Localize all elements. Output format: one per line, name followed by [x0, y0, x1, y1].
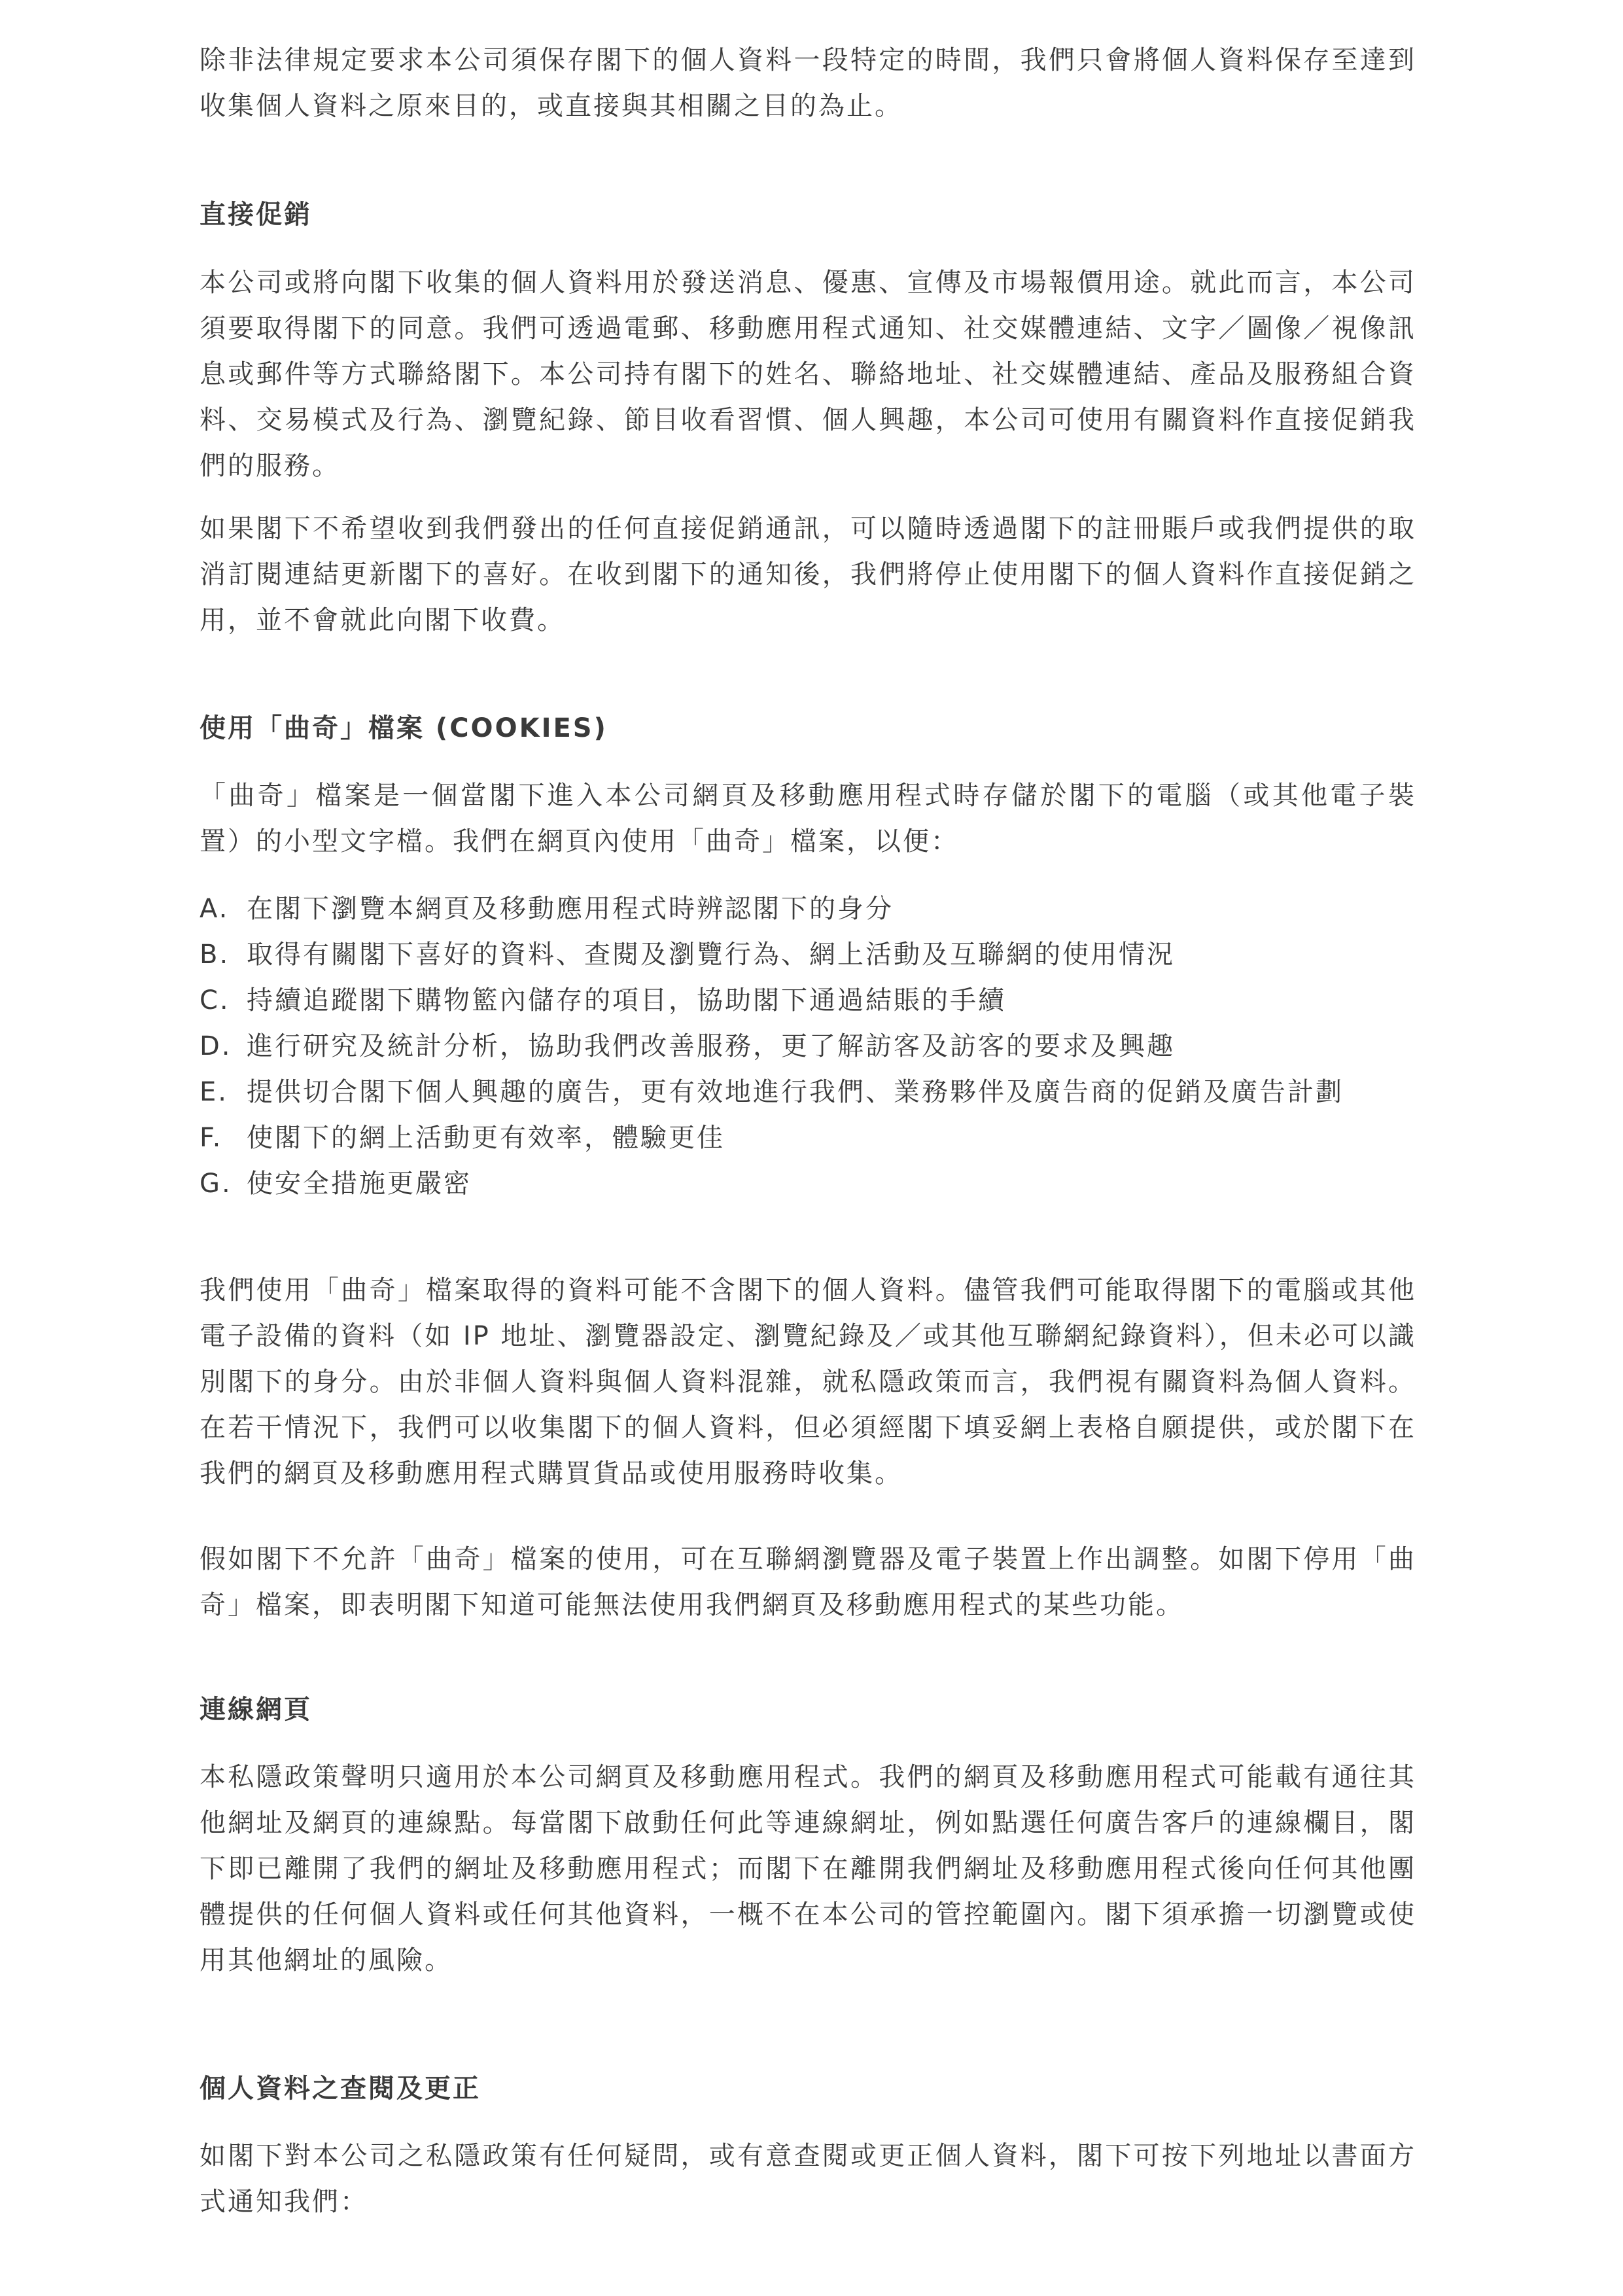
list-item [200, 1161, 1416, 1207]
retention-paragraph: 除非法律規定要求本公司須保存閣下的個人資料一段特定的時間，我們只會將個人資料保存至達到收集個人資料之原來目的，或直接與其相關之目的為止。 [200, 45, 1416, 121]
list-marker: E. [200, 1077, 228, 1107]
list-marker: B. [200, 940, 230, 970]
list-marker: F. [200, 1123, 223, 1153]
list-marker: A. [200, 894, 230, 924]
direct-marketing-paragraph-2: 如果閣下不希望收到我們發出的任何直接促銷通訊，可以隨時透過閣下的註冊賬戶或我們提供的取消訂閱連結更新閣下的喜好。在收到閣下的通知後，我們將停止使用閣下的個人資料作直接促銷之用，並不會就此向閣下收費。 [200, 514, 1416, 635]
cookies-paragraph-2: 我們使用「曲奇」檔案取得的資料可能不含閣下的個人資料。儘管我們可能取得閣下的電腦或其他電子設備的資料（如 IP 地址、瀏覽器設定、瀏覽紀錄及／或其他互聯網紀錄資料），但未必可以識別閣下的身分。由於非個人資料與個人資料混雜，就私隱政策而言，我們視有關資料為個人資料。在若干情況下，我們可以收集閣下的個人資料，但必須經閣下填妥網上表格自願提供，或於閣下在我們的網頁及移動應用程式購買貨品或使用服務時收集。 [200, 1275, 1416, 1489]
list-item-text: 使閣下的網上活動更有效率，體驗更佳 [247, 1123, 725, 1153]
list-item [200, 886, 1416, 932]
list-marker: G. [200, 1169, 232, 1199]
direct-marketing-paragraph-1: 本公司或將向閣下收集的個人資料用於發送消息、優惠、宣傳及市場報價用途。就此而言，本公司須要取得閣下的同意。我們可透過電郵、移動應用程式通知、社交媒體連結、文字／圖像／視像訊息或郵件等方式聯絡閣下。本公司持有閣下的姓名、聯絡地址、社交媒體連結、產品及服務組合資料、交易模式及行為、瀏覽紀錄、節目收看習慣、個人興趣，本公司可使用有關資料作直接促銷我們的服務。 [200, 268, 1416, 481]
direct-marketing-heading: 直接促銷 [200, 200, 312, 230]
list-item [200, 932, 1416, 978]
cookies-paragraph-1: 「曲奇」檔案是一個當閣下進入本公司網頁及移動應用程式時存儲於閣下的電腦（或其他電子裝置）的小型文字檔。我們在網頁內使用「曲奇」檔案，以便： [200, 781, 1416, 857]
cookies-paragraph-3: 假如閣下不允許「曲奇」檔案的使用，可在互聯網瀏覽器及電子裝置上作出調整。如閣下停用「曲奇」檔案，即表明閣下知道可能無法使用我們網頁及移動應用程式的某些功能。 [200, 1544, 1416, 1620]
list-item-text: 持續追蹤閣下購物籃內儲存的項目，協助閣下通過結賬的手續 [247, 985, 1006, 1016]
cookies-purpose-list [200, 886, 1416, 1207]
list-item [200, 1115, 1416, 1161]
list-item [200, 1023, 1416, 1069]
links-heading: 連線網頁 [200, 1695, 312, 1725]
list-item-text: 提供切合閣下個人興趣的廣告，更有效地進行我們、業務夥伴及廣告商的促銷及廣告計劃 [247, 1077, 1344, 1107]
list-item-text: 在閣下瀏覽本網頁及移動應用程式時辨認閣下的身分 [247, 894, 894, 924]
list-item-text: 取得有關閣下喜好的資料、查閱及瀏覽行為、網上活動及互聯網的使用情況 [247, 940, 1175, 970]
access-paragraph: 如閣下對本公司之私隱政策有任何疑問，或有意查閱或更正個人資料，閣下可按下列地址以書面方式通知我們： [200, 2141, 1416, 2217]
links-paragraph: 本私隱政策聲明只適用於本公司網頁及移動應用程式。我們的網頁及移動應用程式可能載有通往其他網址及網頁的連線點。每當閣下啟動任何此等連線網址，例如點選任何廣告客戶的連線欄目，閣下即已離開了我們的網址及移動應用程式；而閣下在離開我們網址及移動應用程式後向任何其他團體提供的任何個人資料或任何其他資料，一概不在本公司的管控範圍內。閣下須承擔一切瀏覽或使用其他網址的風險。 [200, 1762, 1416, 1975]
list-item-text: 進行研究及統計分析，協助我們改善服務，更了解訪客及訪客的要求及興趣 [247, 1031, 1175, 1061]
cookies-heading: 使用「曲奇」檔案 (COOKIES) [200, 713, 608, 743]
list-item-text: 使安全措施更嚴密 [247, 1169, 472, 1199]
access-heading: 個人資料之查閱及更正 [200, 2074, 481, 2104]
list-item [200, 978, 1416, 1023]
list-marker: D. [200, 1031, 232, 1061]
list-marker: C. [200, 985, 230, 1016]
list-item [200, 1069, 1416, 1115]
